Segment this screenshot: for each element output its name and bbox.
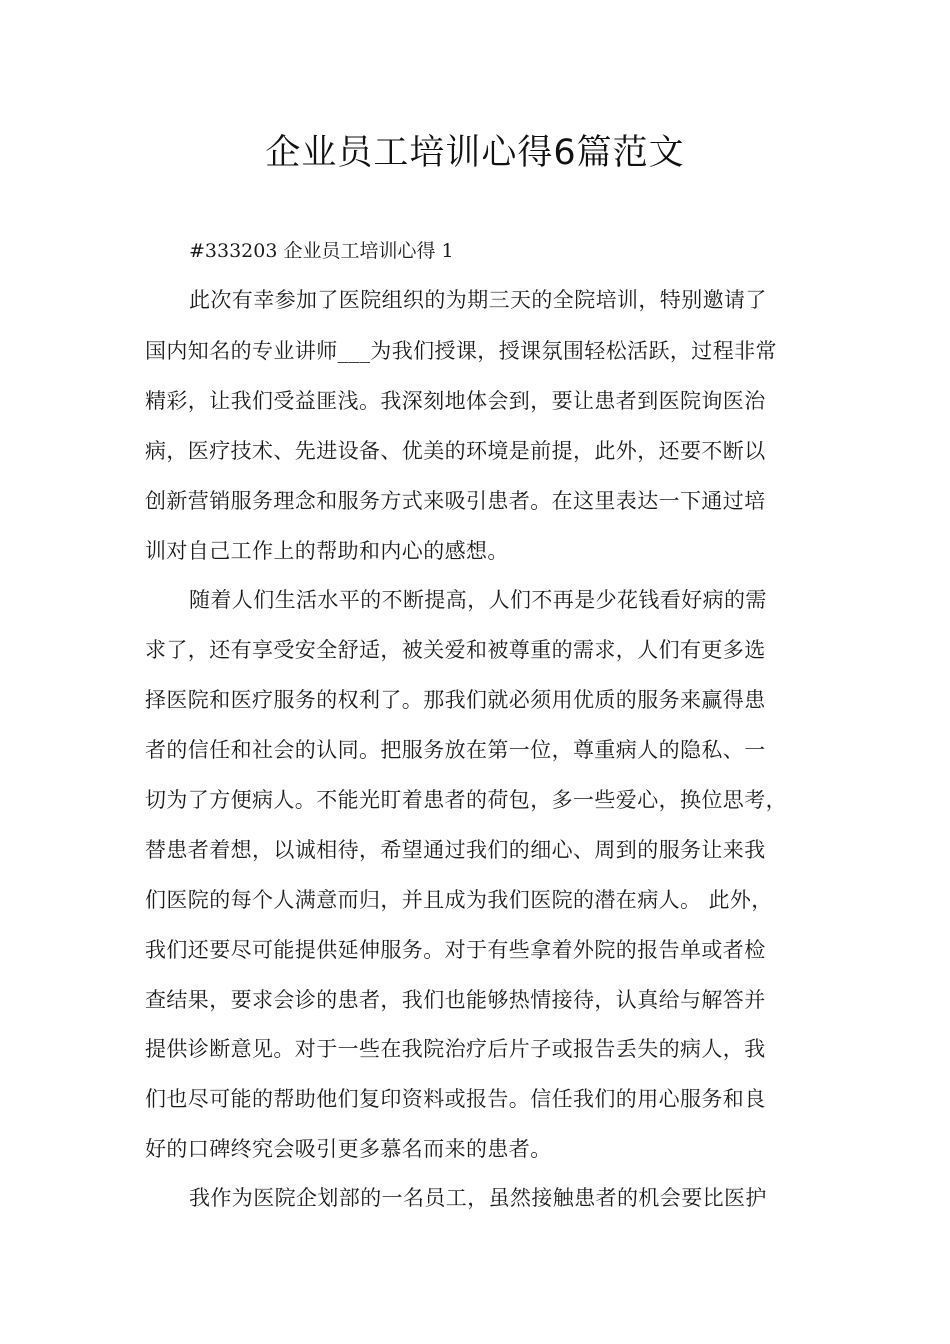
- paragraph-line: 们也尽可能的帮助他们复印资料或报告。信任我们的用心服务和良: [145, 1087, 766, 1111]
- paragraph-line: 创新营销服务理念和服务方式来吸引患者。在这里表达一下通过培: [145, 489, 766, 513]
- paragraph-line: 病，医疗技术、先进设备、优美的环境是前提，此外，还要不断以: [145, 439, 766, 463]
- paragraph-line: 好的口碑终究会吸引更多慕名而来的患者。: [145, 1137, 552, 1161]
- paragraph-line: 此次有幸参加了医院组织的为期三天的全院培训，特别邀请了: [189, 288, 767, 312]
- paragraph-line: 我作为医院企划部的一名员工，虽然接触患者的机会要比医护: [189, 1186, 767, 1210]
- paragraph-line: 替患者着想，以诚相待，希望通过我们的细心、周到的服务让来我: [145, 838, 766, 862]
- paragraph-line: 国内知名的专业讲师___为我们授课，授课氛围轻松活跃，过程非常: [145, 339, 777, 363]
- paragraph-line: 切为了方便病人。不能光盯着患者的荷包，多一些爱心，换位思考，: [145, 788, 787, 812]
- paragraph-line: 随着人们生活水平的不断提高，人们不再是少花钱看好病的需: [189, 588, 767, 612]
- document-title: 企业员工培训心得6篇范文: [265, 133, 685, 173]
- paragraph-line: 们医院的每个人满意而归，并且成为我们医院的潜在病人。 此外，: [145, 888, 773, 912]
- paragraph-line: 者的信任和社会的认同。把服务放在第一位，尊重病人的隐私、一: [145, 738, 766, 762]
- paragraph-line: 精彩，让我们受益匪浅。我深刻地体会到，要让患者到医院询医治: [145, 389, 766, 413]
- paragraph-line: 提供诊断意见。对于一些在我院治疗后片子或报告丢失的病人，我: [145, 1037, 766, 1061]
- paragraph-line: 择医院和医疗服务的权利了。那我们就必须用优质的服务来赢得患: [145, 688, 766, 712]
- paragraph-line: 求了，还有享受安全舒适，被关爱和被尊重的需求，人们有更多选: [145, 638, 766, 662]
- section-heading: #333203 企业员工培训心得 1: [189, 240, 454, 262]
- paragraph-line: 查结果，要求会诊的患者，我们也能够热情接待，认真给与解答并: [145, 988, 766, 1012]
- paragraph-line: 我们还要尽可能提供延伸服务。对于有些拿着外院的报告单或者检: [145, 938, 766, 962]
- paragraph-line: 训对自己工作上的帮助和内心的感想。: [145, 539, 509, 563]
